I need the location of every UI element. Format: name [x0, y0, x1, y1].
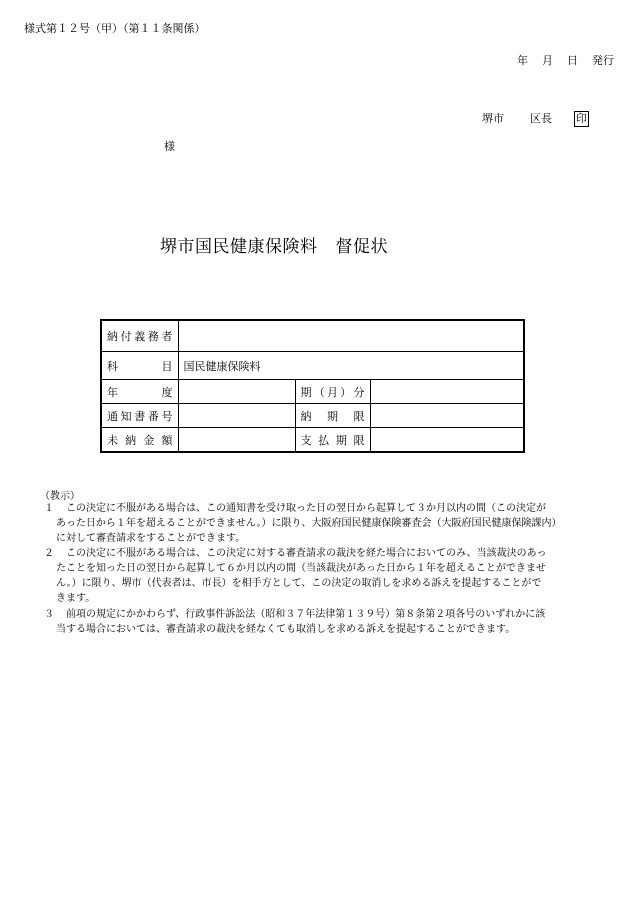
addressee-suffix: 様: [164, 140, 175, 153]
info-table: [100, 319, 525, 453]
unpaid-value: [178, 428, 295, 453]
issuer: [482, 110, 589, 127]
notice-number-label: 通知書番号: [101, 404, 178, 428]
note-line: きます。: [56, 593, 96, 604]
note-item-1: [44, 501, 620, 546]
issue-date-day: 日: [567, 54, 578, 67]
issuer-city: 堺市: [482, 112, 504, 125]
table-row: [101, 320, 524, 352]
note-line: この決定に不服がある場合は、この決定に対する審査請求の裁決を経た場合においてのみ、当該裁決のあっ: [66, 548, 547, 559]
table-row: [101, 404, 524, 428]
issuer-ward-chief: 区長: [530, 112, 552, 125]
note-number: １: [44, 503, 54, 514]
payer-label: 納付義務者: [101, 320, 178, 352]
note-number: ３: [44, 609, 54, 620]
issue-date-month: 月: [542, 54, 553, 67]
document-title-sub: 督促状: [335, 237, 388, 257]
period-label: 期（月）分: [295, 380, 370, 404]
issue-date: [517, 52, 614, 68]
note-line: この決定に不服がある場合は、この通知書を受け取った日の翌日から起算して３か月以内の間（この決定が: [66, 503, 546, 514]
note-item-3: [44, 607, 620, 637]
due-date-label: 納 期 限: [295, 404, 370, 428]
note-line: 前項の規定にかかわらず、行政事件訴訟法（昭和３７年法律第１３９号）第８条第２項各号のいずれかに該: [66, 609, 546, 620]
document-title-main: 堺市国民健康保険料: [160, 237, 318, 257]
seal-mark: 印: [576, 112, 587, 125]
payment-deadline-label: 支払期限: [295, 428, 370, 453]
form-number: 様式第１２号（甲）（第１１条関係）: [24, 22, 206, 35]
document-title: [160, 232, 388, 257]
table-row: [101, 380, 524, 404]
table-row: [101, 428, 524, 453]
subject-label: 科 目: [101, 352, 178, 380]
payment-deadline-value: [370, 428, 524, 453]
unpaid-label: 未納金額: [101, 428, 178, 453]
table-row: [101, 352, 524, 380]
notes-heading: （教示）: [40, 491, 80, 502]
fiscal-year-label: 年 度: [101, 380, 178, 404]
subject-value: 国民健康保険料: [178, 352, 524, 380]
fiscal-year-value: [178, 380, 295, 404]
note-line: たことを知った日の翌日から起算して６か月以内の間（当該裁決があった日から１年を超えることができませ: [56, 563, 546, 574]
note-line: 当する場合においては、審査請求の裁決を経なくても取消しを求める訴えを提起することができます。: [56, 624, 516, 635]
note-line: に対して審査請求をすることができます。: [56, 533, 246, 544]
note-line: あった日から１年を超えることができません。）に限り、大阪府国民健康保険審査会（大阪府国民健康保険課内）: [56, 518, 562, 529]
due-date-value: [370, 404, 524, 428]
issue-date-year: 年: [517, 54, 528, 67]
period-value: [370, 380, 524, 404]
note-line: ん。）に限り、堺市（代表者は、市長）を相手方として、この決定の取消しを求める訴えを提起することがで: [56, 578, 542, 589]
note-item-2: [44, 546, 620, 606]
note-number: ２: [44, 548, 54, 559]
payer-value: [178, 320, 524, 352]
notice-number-value: [178, 404, 295, 428]
issue-date-issued: 発行: [592, 54, 614, 67]
